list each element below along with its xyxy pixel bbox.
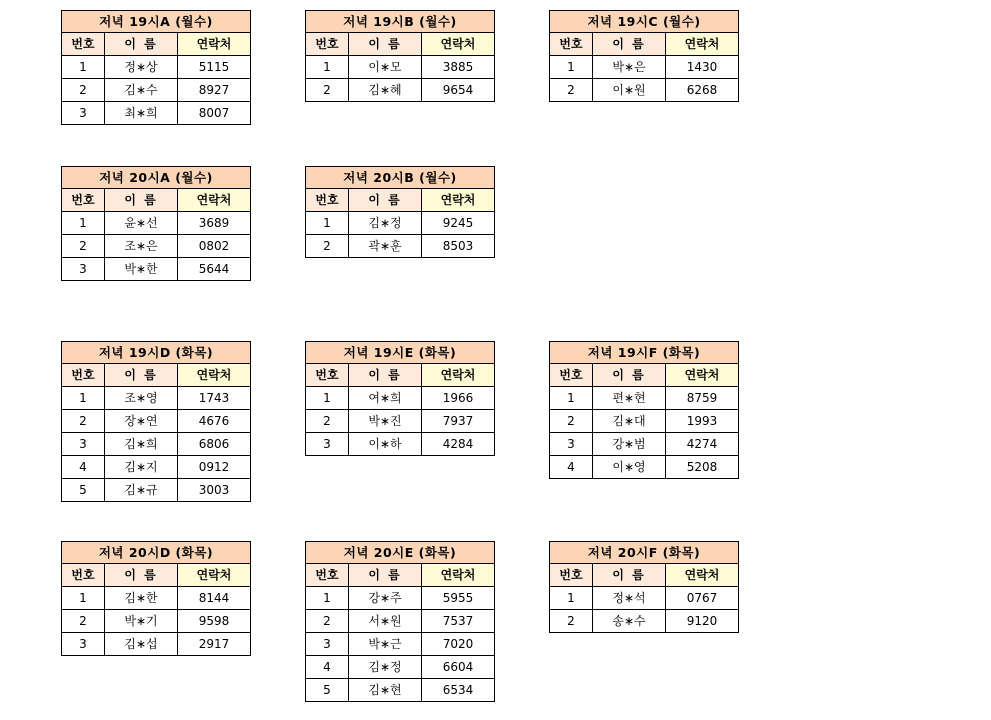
table-row bbox=[306, 410, 495, 433]
cell-contact: 2917 bbox=[178, 633, 251, 656]
cell-contact: 9245 bbox=[422, 212, 495, 235]
column-header-contact: 연락처 bbox=[666, 564, 739, 587]
table-title: 저녁 20시A (월수) bbox=[62, 167, 251, 189]
cell-contact: 6806 bbox=[178, 433, 251, 456]
table-row bbox=[306, 79, 495, 102]
cell-name: 이∗원 bbox=[593, 79, 666, 102]
cell-contact: 4274 bbox=[666, 433, 739, 456]
column-header-name: 이 름 bbox=[593, 364, 666, 387]
table-row bbox=[306, 212, 495, 235]
class-roster-table bbox=[549, 341, 739, 479]
cell-contact: 5644 bbox=[178, 258, 251, 281]
cell-name: 박∗은 bbox=[593, 56, 666, 79]
cell-contact: 6604 bbox=[422, 656, 495, 679]
cell-number: 4 bbox=[62, 456, 105, 479]
cell-number: 1 bbox=[550, 387, 593, 410]
cell-number: 2 bbox=[306, 79, 349, 102]
cell-name: 김∗현 bbox=[349, 679, 422, 702]
cell-number: 3 bbox=[62, 433, 105, 456]
column-header-number: 번호 bbox=[306, 33, 349, 56]
cell-name: 박∗진 bbox=[349, 410, 422, 433]
table-row bbox=[62, 587, 251, 610]
class-roster-table bbox=[549, 10, 739, 102]
table-row bbox=[62, 410, 251, 433]
table-row bbox=[306, 679, 495, 702]
table-row bbox=[306, 610, 495, 633]
column-header-number: 번호 bbox=[306, 189, 349, 212]
table-row bbox=[306, 656, 495, 679]
cell-name: 김∗섭 bbox=[105, 633, 178, 656]
table-title: 저녁 19시A (월수) bbox=[62, 11, 251, 33]
cell-number: 5 bbox=[62, 479, 105, 502]
column-header-name: 이 름 bbox=[349, 33, 422, 56]
cell-name: 박∗근 bbox=[349, 633, 422, 656]
cell-contact: 5955 bbox=[422, 587, 495, 610]
cell-name: 조∗영 bbox=[105, 387, 178, 410]
cell-number: 1 bbox=[550, 587, 593, 610]
table-row bbox=[306, 235, 495, 258]
table-row bbox=[62, 235, 251, 258]
cell-number: 1 bbox=[62, 56, 105, 79]
class-roster-table bbox=[549, 541, 739, 633]
cell-number: 2 bbox=[550, 610, 593, 633]
cell-name: 김∗한 bbox=[105, 587, 178, 610]
column-header-name: 이 름 bbox=[349, 564, 422, 587]
cell-name: 김∗정 bbox=[349, 656, 422, 679]
cell-name: 박∗기 bbox=[105, 610, 178, 633]
column-header-name: 이 름 bbox=[349, 189, 422, 212]
table-row bbox=[550, 79, 739, 102]
cell-contact: 8759 bbox=[666, 387, 739, 410]
cell-contact: 7537 bbox=[422, 610, 495, 633]
cell-contact: 3885 bbox=[422, 56, 495, 79]
cell-name: 여∗희 bbox=[349, 387, 422, 410]
table-title: 저녁 19시D (화목) bbox=[62, 342, 251, 364]
cell-contact: 9120 bbox=[666, 610, 739, 633]
table-row bbox=[550, 387, 739, 410]
cell-number: 4 bbox=[306, 656, 349, 679]
cell-contact: 8927 bbox=[178, 79, 251, 102]
table-title: 저녁 19시C (월수) bbox=[550, 11, 739, 33]
cell-number: 3 bbox=[550, 433, 593, 456]
cell-contact: 5115 bbox=[178, 56, 251, 79]
table-row bbox=[62, 456, 251, 479]
cell-contact: 1993 bbox=[666, 410, 739, 433]
cell-number: 1 bbox=[306, 387, 349, 410]
column-header-number: 번호 bbox=[550, 33, 593, 56]
table-row bbox=[62, 212, 251, 235]
table-title: 저녁 20시B (월수) bbox=[306, 167, 495, 189]
table-row bbox=[550, 433, 739, 456]
cell-contact: 0912 bbox=[178, 456, 251, 479]
class-roster-table bbox=[305, 166, 495, 258]
column-header-contact: 연락처 bbox=[178, 564, 251, 587]
cell-number: 4 bbox=[550, 456, 593, 479]
class-roster-table bbox=[61, 541, 251, 656]
column-header-number: 번호 bbox=[62, 33, 105, 56]
cell-number: 1 bbox=[62, 587, 105, 610]
table-row bbox=[550, 587, 739, 610]
cell-number: 1 bbox=[306, 212, 349, 235]
column-header-name: 이 름 bbox=[593, 33, 666, 56]
cell-number: 2 bbox=[306, 235, 349, 258]
cell-number: 2 bbox=[550, 410, 593, 433]
cell-name: 김∗대 bbox=[593, 410, 666, 433]
cell-name: 송∗수 bbox=[593, 610, 666, 633]
table-title: 저녁 19시E (화목) bbox=[306, 342, 495, 364]
cell-name: 이∗영 bbox=[593, 456, 666, 479]
table-row bbox=[306, 56, 495, 79]
table-row bbox=[62, 56, 251, 79]
cell-number: 2 bbox=[306, 410, 349, 433]
class-roster-table bbox=[61, 10, 251, 125]
table-row bbox=[62, 633, 251, 656]
cell-contact: 1966 bbox=[422, 387, 495, 410]
column-header-contact: 연락처 bbox=[422, 364, 495, 387]
class-roster-table bbox=[305, 541, 495, 702]
column-header-name: 이 름 bbox=[105, 364, 178, 387]
table-row bbox=[62, 479, 251, 502]
cell-number: 1 bbox=[550, 56, 593, 79]
cell-contact: 5208 bbox=[666, 456, 739, 479]
cell-contact: 6268 bbox=[666, 79, 739, 102]
cell-name: 강∗주 bbox=[349, 587, 422, 610]
class-roster-table bbox=[61, 341, 251, 502]
column-header-contact: 연락처 bbox=[178, 189, 251, 212]
table-row bbox=[62, 102, 251, 125]
table-row bbox=[306, 633, 495, 656]
column-header-name: 이 름 bbox=[593, 564, 666, 587]
table-title: 저녁 20시F (화목) bbox=[550, 542, 739, 564]
column-header-name: 이 름 bbox=[105, 33, 178, 56]
table-title: 저녁 20시E (화목) bbox=[306, 542, 495, 564]
column-header-contact: 연락처 bbox=[666, 364, 739, 387]
table-title: 저녁 19시B (월수) bbox=[306, 11, 495, 33]
table-row bbox=[550, 56, 739, 79]
class-roster-table bbox=[305, 10, 495, 102]
cell-name: 조∗은 bbox=[105, 235, 178, 258]
cell-number: 2 bbox=[62, 410, 105, 433]
cell-number: 3 bbox=[306, 433, 349, 456]
column-header-number: 번호 bbox=[550, 564, 593, 587]
table-row bbox=[306, 433, 495, 456]
cell-name: 김∗정 bbox=[349, 212, 422, 235]
cell-number: 3 bbox=[62, 258, 105, 281]
cell-name: 곽∗훈 bbox=[349, 235, 422, 258]
cell-contact: 1430 bbox=[666, 56, 739, 79]
cell-contact: 3003 bbox=[178, 479, 251, 502]
cell-name: 서∗원 bbox=[349, 610, 422, 633]
column-header-number: 번호 bbox=[550, 364, 593, 387]
column-header-contact: 연락처 bbox=[422, 33, 495, 56]
cell-name: 김∗지 bbox=[105, 456, 178, 479]
cell-number: 3 bbox=[306, 633, 349, 656]
column-header-number: 번호 bbox=[62, 189, 105, 212]
cell-number: 3 bbox=[62, 102, 105, 125]
column-header-number: 번호 bbox=[306, 364, 349, 387]
cell-contact: 8503 bbox=[422, 235, 495, 258]
cell-name: 최∗희 bbox=[105, 102, 178, 125]
cell-contact: 6534 bbox=[422, 679, 495, 702]
column-header-contact: 연락처 bbox=[422, 189, 495, 212]
table-title: 저녁 19시F (화목) bbox=[550, 342, 739, 364]
cell-number: 5 bbox=[306, 679, 349, 702]
table-row bbox=[62, 79, 251, 102]
cell-number: 3 bbox=[62, 633, 105, 656]
table-row bbox=[62, 610, 251, 633]
column-header-contact: 연락처 bbox=[666, 33, 739, 56]
column-header-number: 번호 bbox=[62, 364, 105, 387]
table-row bbox=[550, 410, 739, 433]
table-row bbox=[62, 433, 251, 456]
cell-number: 2 bbox=[550, 79, 593, 102]
cell-number: 2 bbox=[62, 235, 105, 258]
class-roster-table bbox=[61, 166, 251, 281]
cell-contact: 7937 bbox=[422, 410, 495, 433]
column-header-number: 번호 bbox=[62, 564, 105, 587]
cell-number: 2 bbox=[62, 610, 105, 633]
cell-contact: 8144 bbox=[178, 587, 251, 610]
cell-number: 1 bbox=[306, 587, 349, 610]
cell-name: 정∗석 bbox=[593, 587, 666, 610]
cell-number: 2 bbox=[306, 610, 349, 633]
cell-name: 김∗희 bbox=[105, 433, 178, 456]
column-header-name: 이 름 bbox=[105, 564, 178, 587]
cell-contact: 4676 bbox=[178, 410, 251, 433]
class-roster-table bbox=[305, 341, 495, 456]
cell-number: 2 bbox=[62, 79, 105, 102]
column-header-name: 이 름 bbox=[105, 189, 178, 212]
cell-name: 강∗범 bbox=[593, 433, 666, 456]
cell-number: 1 bbox=[306, 56, 349, 79]
cell-contact: 8007 bbox=[178, 102, 251, 125]
cell-name: 김∗혜 bbox=[349, 79, 422, 102]
cell-contact: 9654 bbox=[422, 79, 495, 102]
column-header-contact: 연락처 bbox=[422, 564, 495, 587]
column-header-contact: 연락처 bbox=[178, 33, 251, 56]
table-row bbox=[550, 456, 739, 479]
cell-contact: 4284 bbox=[422, 433, 495, 456]
cell-name: 김∗수 bbox=[105, 79, 178, 102]
cell-name: 정∗상 bbox=[105, 56, 178, 79]
cell-contact: 7020 bbox=[422, 633, 495, 656]
cell-number: 1 bbox=[62, 387, 105, 410]
cell-contact: 1743 bbox=[178, 387, 251, 410]
table-row bbox=[550, 610, 739, 633]
table-row bbox=[306, 387, 495, 410]
cell-contact: 9598 bbox=[178, 610, 251, 633]
cell-name: 박∗한 bbox=[105, 258, 178, 281]
table-row bbox=[306, 587, 495, 610]
cell-name: 김∗규 bbox=[105, 479, 178, 502]
cell-contact: 0802 bbox=[178, 235, 251, 258]
table-row bbox=[62, 258, 251, 281]
cell-name: 윤∗선 bbox=[105, 212, 178, 235]
cell-name: 장∗연 bbox=[105, 410, 178, 433]
table-title: 저녁 20시D (화목) bbox=[62, 542, 251, 564]
cell-name: 편∗현 bbox=[593, 387, 666, 410]
cell-name: 이∗모 bbox=[349, 56, 422, 79]
column-header-contact: 연락처 bbox=[178, 364, 251, 387]
cell-contact: 3689 bbox=[178, 212, 251, 235]
cell-contact: 0767 bbox=[666, 587, 739, 610]
column-header-number: 번호 bbox=[306, 564, 349, 587]
table-row bbox=[62, 387, 251, 410]
cell-number: 1 bbox=[62, 212, 105, 235]
column-header-name: 이 름 bbox=[349, 364, 422, 387]
cell-name: 이∗하 bbox=[349, 433, 422, 456]
